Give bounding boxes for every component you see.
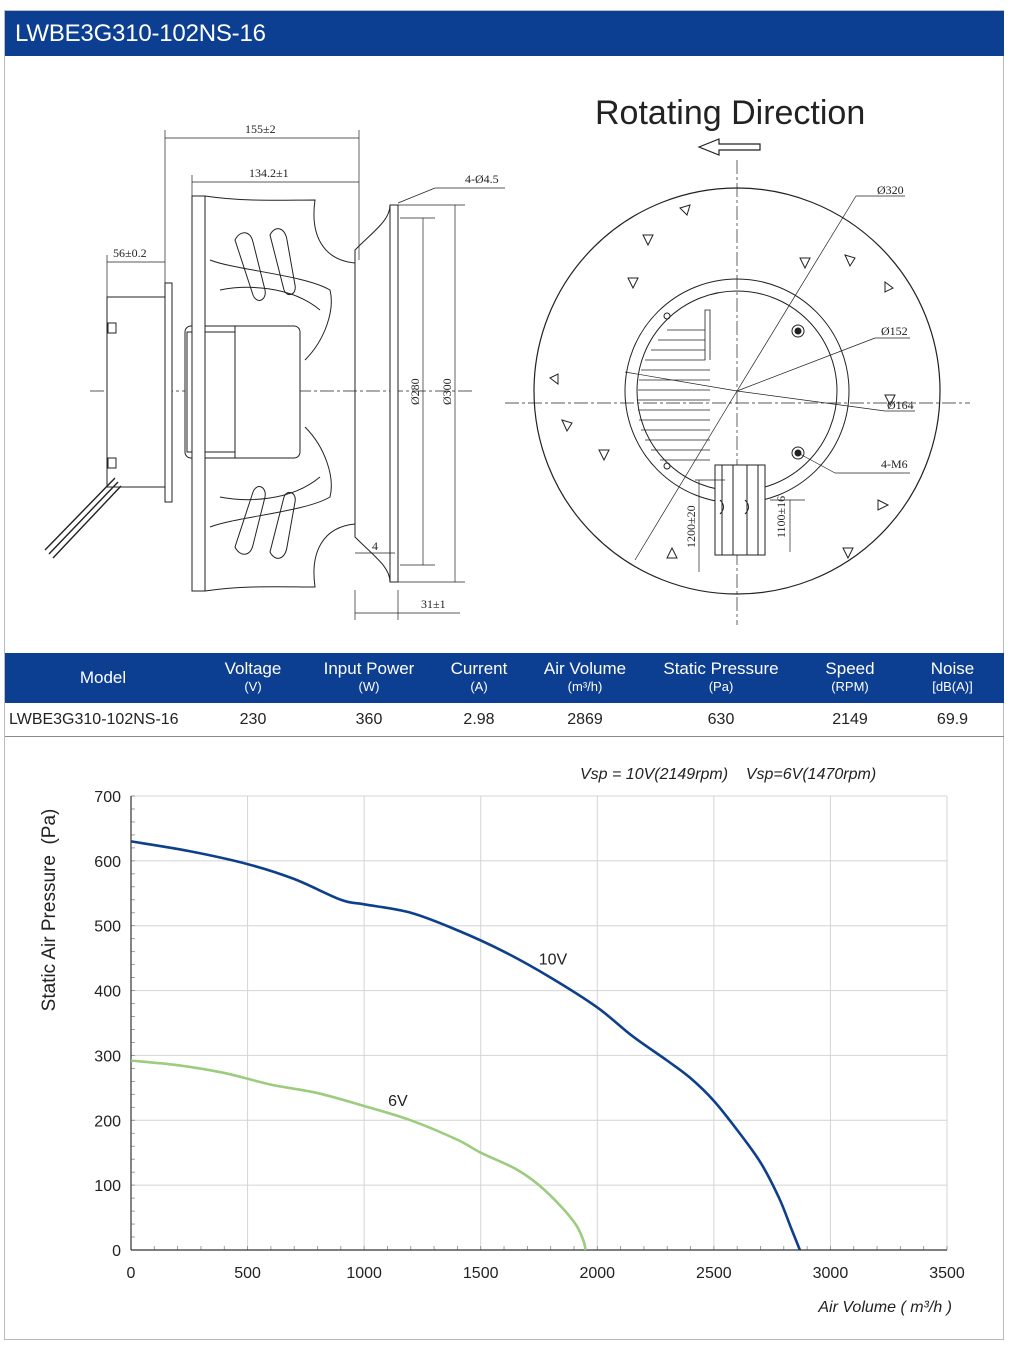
cell-model: LWBE3G310-102NS-16 xyxy=(9,711,179,728)
dim-134: 134.2±1 xyxy=(249,166,289,180)
performance-chart xyxy=(5,740,1004,1330)
y-tick-label: 0 xyxy=(112,1243,121,1260)
y-tick-label: 700 xyxy=(94,789,121,806)
dim-cable-1200: 1200±20 xyxy=(684,505,698,548)
dim-31: 31±1 xyxy=(421,597,446,611)
dim-holes: 4-Ø4.5 xyxy=(465,172,499,186)
dim-152: Ø152 xyxy=(881,324,908,338)
chart-minor-ticks xyxy=(131,796,947,1250)
dim-cable-1100: 1100±16 xyxy=(774,495,788,538)
dim-164: Ø164 xyxy=(887,398,914,412)
header-noise: Noise [dB(A)] xyxy=(930,659,975,694)
dim-56: 56±0.2 xyxy=(113,246,147,260)
dim-m6: 4-M6 xyxy=(881,457,908,471)
x-tick-label: 3000 xyxy=(812,1265,849,1282)
chart-grid xyxy=(131,796,947,1250)
cell-current: 2.98 xyxy=(463,711,495,728)
dim-320: Ø320 xyxy=(877,183,904,197)
series-label-10v: 10V xyxy=(538,951,568,969)
cell-voltage: 230 xyxy=(239,711,267,728)
technical-drawing xyxy=(5,60,1004,652)
y-tick-label: 500 xyxy=(94,918,121,936)
spec-table-row xyxy=(5,704,1004,737)
header-model: Model xyxy=(79,668,127,687)
x-axis-label: Air Volume ( m³/h ) xyxy=(818,1299,952,1316)
spec-table-header xyxy=(5,653,1004,703)
chart-series xyxy=(131,841,800,1250)
cell-air-volume: 2869 xyxy=(567,711,603,728)
y-tick-label: 200 xyxy=(94,1113,121,1131)
y-tick-label: 400 xyxy=(94,983,121,1001)
series-line-6v xyxy=(131,1061,586,1250)
y-axis-label: Static Air Pressure (Pa) xyxy=(39,808,60,1012)
cell-static-pressure: 630 xyxy=(707,711,735,728)
series-line-10v xyxy=(131,841,800,1250)
dim-280: Ø280 xyxy=(408,378,422,405)
x-tick-label: 500 xyxy=(234,1265,261,1282)
page-title: LWBE3G310-102NS-16 xyxy=(5,11,1004,56)
dim-4: 4 xyxy=(372,539,378,553)
x-tick-label: 2000 xyxy=(579,1265,616,1282)
dim-300: Ø300 xyxy=(440,378,454,405)
header-air-volume: Air Volume (m³/h) xyxy=(543,659,627,694)
y-tick-label: 100 xyxy=(94,1178,121,1196)
x-tick-label: 3500 xyxy=(929,1265,965,1282)
rotating-direction-label: Rotating Direction xyxy=(595,94,866,132)
x-tick-label: 2500 xyxy=(696,1265,732,1282)
x-tick-label: 1000 xyxy=(346,1265,382,1282)
header-static-pressure: Static Pressure (Pa) xyxy=(663,659,779,694)
chart-axes xyxy=(94,789,965,1282)
header-current: Current (A) xyxy=(450,659,508,694)
header-voltage: Voltage (V) xyxy=(224,659,282,694)
arrow-left-icon xyxy=(699,139,760,155)
header-input-power: Input Power (W) xyxy=(323,659,415,694)
cell-speed: 2149 xyxy=(832,711,868,728)
x-tick-label: 1500 xyxy=(462,1265,499,1282)
y-tick-label: 300 xyxy=(94,1048,121,1066)
cell-noise: 69.9 xyxy=(936,711,969,728)
dim-155: 155±2 xyxy=(245,122,276,136)
cell-input-power: 360 xyxy=(355,711,383,728)
series-label-6v: 6V xyxy=(388,1093,408,1111)
chart-title: Vsp = 10V(2149rpm) Vsp=6V(1470rpm) xyxy=(580,766,877,783)
y-tick-label: 600 xyxy=(94,853,121,871)
header-speed: Speed (RPM) xyxy=(825,659,875,694)
x-tick-label: 0 xyxy=(126,1265,136,1282)
